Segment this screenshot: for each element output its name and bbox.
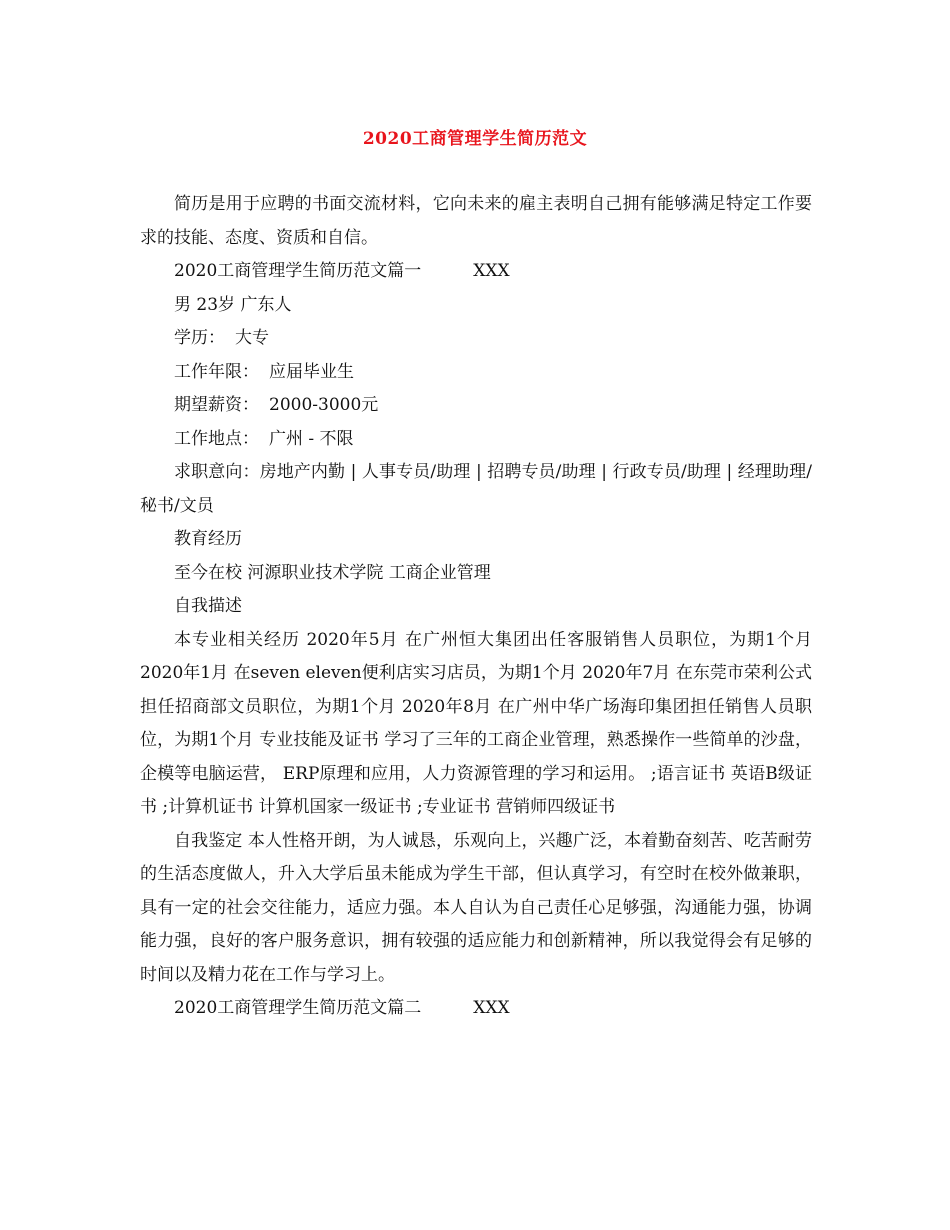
location-value: 广州 - 不限 xyxy=(269,428,354,449)
document-body xyxy=(140,188,812,1026)
edu-history-heading: 教育经历 xyxy=(174,529,242,549)
self-eval-paragraph: 自我鉴定 本人性格开朗，为人诚恳，乐观向上，兴趣广泛，本着勤奋刻苦、吃苦耐劳的生活态度做人，升入大学后虽未能成为学生干部，但认真学习，有空时在校外做兼职，具有一定的社会交往能力，适应力强。本人自认为自己责任心足够强，沟通能力强，协调能力强，良好的客户服务意识，拥有较强的适应能力和创新精神，所以我觉得会有足够的时间以及精力花在工作与学习上。 xyxy=(140,830,812,985)
education-value: 大专 xyxy=(235,328,269,348)
salary-value: 2000-3000元 xyxy=(269,395,379,415)
job-intent: 求职意向：房地产内勤 | 人事专员/助理 | 招聘专员/助理 | 行政专员/助理 | 经理助理/秘书/文员 xyxy=(140,462,812,516)
section2-heading: 2020工商管理学生简历范文篇二 xyxy=(174,998,422,1018)
salary-line xyxy=(140,389,812,423)
education-line xyxy=(140,322,812,356)
location-label: 工作地点： xyxy=(174,428,259,449)
work-years-line xyxy=(140,356,812,390)
section1-heading: 2020工商管理学生简历范文篇一 xyxy=(174,261,422,281)
intro-paragraph: 简历是用于应聘的书面交流材料，它向未来的雇主表明自己拥有能够满足特定工作要求的技能、态度、资质和自信。 xyxy=(140,194,812,248)
work-years-value: 应届毕业生 xyxy=(269,361,354,382)
edu-history-item: 至今在校 河源职业技术学院 工商企业管理 xyxy=(174,562,491,583)
section1-name: XXX xyxy=(473,261,510,281)
salary-label: 期望薪资： xyxy=(174,395,259,415)
gender-age-origin: 男 23岁 广东人 xyxy=(174,294,292,315)
section2-heading-line xyxy=(140,992,812,1026)
self-desc-heading: 自我描述 xyxy=(174,596,242,616)
work-years-label: 工作年限： xyxy=(174,361,259,382)
self-desc-body: 本专业相关经历 2020年5月 在广州恒大集团出任客服销售人员职位，为期1个月 2020年1月 在seven eleven便利店实习店员，为期1个月 2020年7月 在东莞市荣利公式担任招商部文员职位，为期1个月 2020年8月 在广州中华广场海印集团担任销售人员职位，为期1个月 专业技能及证书 学习了三年的工商企业管理，熟悉操作一些简单的沙盘，企模等电脑运营， ERP原理和应用，人力资源管理的学习和运用。 ;语言证书 英语B级证书 ;计算机证书 计算机国家一级证书 ;专业证书 营销师四级证书 xyxy=(140,629,812,817)
document-title: 2020工商管理学生简历范文 xyxy=(362,129,588,149)
section1-heading-line xyxy=(140,255,812,289)
education-label: 学历： xyxy=(174,328,225,348)
section2-name: XXX xyxy=(473,998,510,1018)
location-line xyxy=(140,423,812,457)
